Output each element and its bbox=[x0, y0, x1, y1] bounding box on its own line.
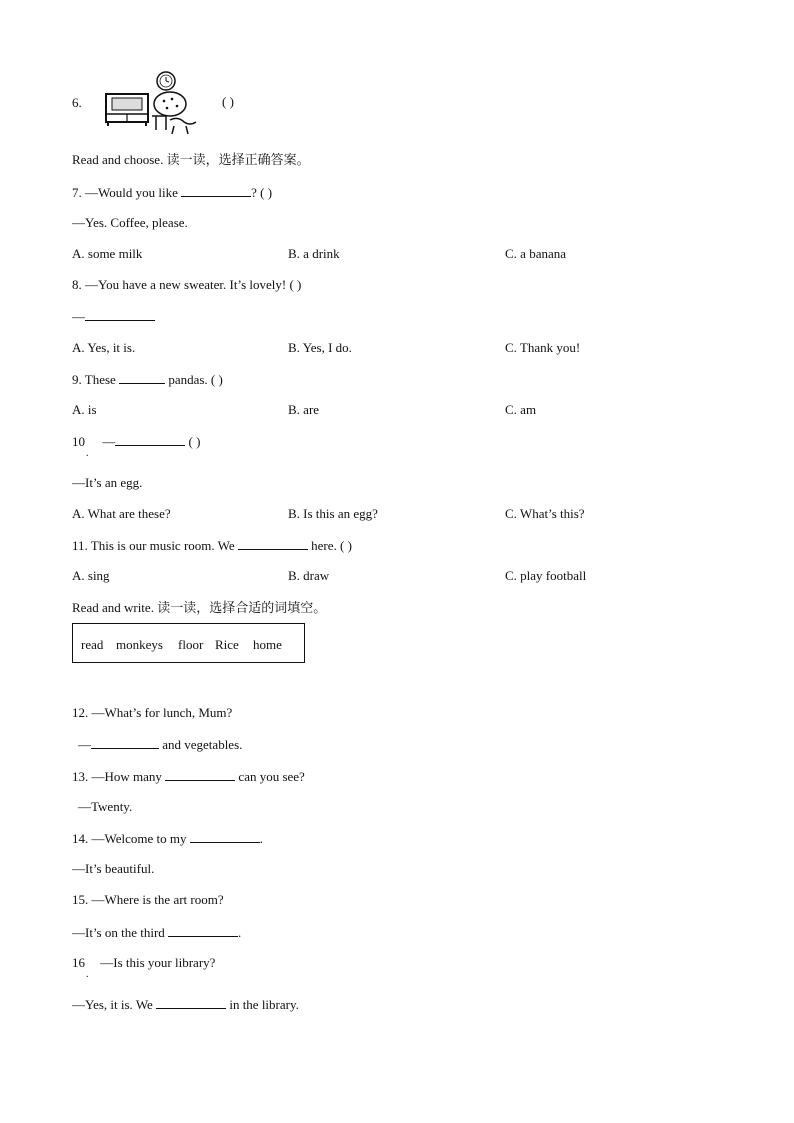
q9-option-b: B. are bbox=[288, 402, 320, 417]
q7-prefix: 7. —Would you like bbox=[72, 185, 178, 200]
word-bank-item: home bbox=[253, 637, 282, 652]
q14-question bbox=[72, 830, 263, 847]
q14-response: —It’s beautiful. bbox=[72, 861, 155, 876]
q9-blank bbox=[119, 371, 165, 384]
q10-option-c: C. What’s this? bbox=[505, 506, 585, 521]
q8-blank bbox=[85, 308, 155, 321]
word-bank-item: floor bbox=[178, 637, 204, 652]
q11-suffix: here. ( ) bbox=[311, 538, 352, 553]
word-bank-item: Rice bbox=[215, 637, 239, 652]
q10-dash: — bbox=[102, 434, 116, 449]
q13-prefix: 13. —How many bbox=[72, 769, 162, 784]
q7-blank bbox=[181, 184, 251, 197]
q13-response: —Twenty. bbox=[78, 799, 133, 814]
q10-parens: ( ) bbox=[188, 434, 201, 449]
q15-blank bbox=[168, 924, 238, 937]
q16-response bbox=[72, 996, 299, 1013]
q11-option-a: A. sing bbox=[72, 568, 110, 583]
q16-prefix: —Yes, it is. We bbox=[72, 997, 153, 1012]
q11-option-b: B. draw bbox=[288, 568, 330, 583]
q7-option-c: C. a banana bbox=[505, 246, 567, 261]
section-read-write-title: Read and write. 读一读，选择合适的词填空。 bbox=[72, 600, 327, 615]
q13-blank bbox=[165, 768, 235, 781]
q8-option-a: A. Yes, it is. bbox=[72, 340, 136, 355]
q9-option-c: C. am bbox=[505, 402, 537, 417]
q9-question bbox=[72, 371, 223, 388]
q11-option-c: C. play football bbox=[505, 568, 587, 583]
word-bank-item: read bbox=[81, 637, 104, 652]
q8-question: 8. —You have a new sweater. It’s lovely! ( ) bbox=[72, 277, 302, 292]
word-bank-item: monkeys bbox=[116, 637, 163, 652]
q16-suffix: in the library. bbox=[229, 997, 299, 1012]
q12-blank bbox=[91, 736, 159, 749]
q16-question bbox=[72, 955, 215, 971]
q15-response bbox=[72, 924, 241, 941]
q11-blank bbox=[238, 537, 308, 550]
q10-response: —It’s an egg. bbox=[72, 475, 143, 490]
q10-option-b: B. Is this an egg? bbox=[288, 506, 378, 521]
q13-suffix: can you see? bbox=[238, 769, 305, 784]
q12-dash: — bbox=[78, 737, 91, 752]
q8-option-c: C. Thank you! bbox=[505, 340, 581, 355]
q6-number: 6. bbox=[72, 95, 82, 110]
q16-blank bbox=[156, 996, 226, 1009]
q10-blank bbox=[115, 433, 185, 446]
word-bank-box bbox=[72, 623, 305, 663]
q10-question bbox=[72, 433, 200, 450]
q14-suffix: . bbox=[259, 831, 263, 846]
q15-question: 15. —Where is the art room? bbox=[72, 892, 224, 907]
section-read-choose-title: Read and choose. 读一读，选择正确答案。 bbox=[72, 152, 310, 167]
q12-response bbox=[78, 736, 242, 753]
q7-option-b: B. a drink bbox=[288, 246, 340, 261]
q8-dash: — bbox=[72, 309, 85, 324]
q12-suffix: and vegetables. bbox=[162, 737, 243, 752]
q15-prefix: —It’s on the third bbox=[72, 925, 165, 940]
q7-option-a: A. some milk bbox=[72, 246, 143, 261]
q11-prefix: 11. This is our music room. We bbox=[72, 538, 235, 553]
q10-dot: . bbox=[86, 448, 89, 459]
q7-suffix: ? ( ) bbox=[251, 185, 273, 200]
q16-dot: . bbox=[86, 969, 89, 980]
q12-question: 12. —What’s for lunch, Mum? bbox=[72, 705, 233, 720]
q14-blank bbox=[190, 830, 260, 843]
q13-question bbox=[72, 768, 305, 785]
q9-prefix: 9. These bbox=[72, 372, 116, 387]
q9-option-a: A. is bbox=[72, 402, 97, 417]
q10-number: 10 bbox=[72, 434, 85, 449]
q15-suffix: . bbox=[238, 925, 242, 940]
q8-response-line bbox=[72, 308, 155, 325]
room-clock-picture bbox=[100, 70, 200, 136]
q7-question bbox=[72, 184, 272, 201]
q16-text: —Is this your library? bbox=[100, 955, 216, 970]
q8-option-b: B. Yes, I do. bbox=[288, 340, 352, 355]
q14-prefix: 14. —Welcome to my bbox=[72, 831, 187, 846]
q16-number: 16 bbox=[72, 955, 85, 970]
q11-question bbox=[72, 537, 352, 554]
q6-answer-parens: ( ) bbox=[222, 94, 234, 109]
q10-option-a: A. What are these? bbox=[72, 506, 171, 521]
q9-suffix: pandas. ( ) bbox=[168, 372, 223, 387]
q7-response: —Yes. Coffee, please. bbox=[72, 215, 188, 230]
